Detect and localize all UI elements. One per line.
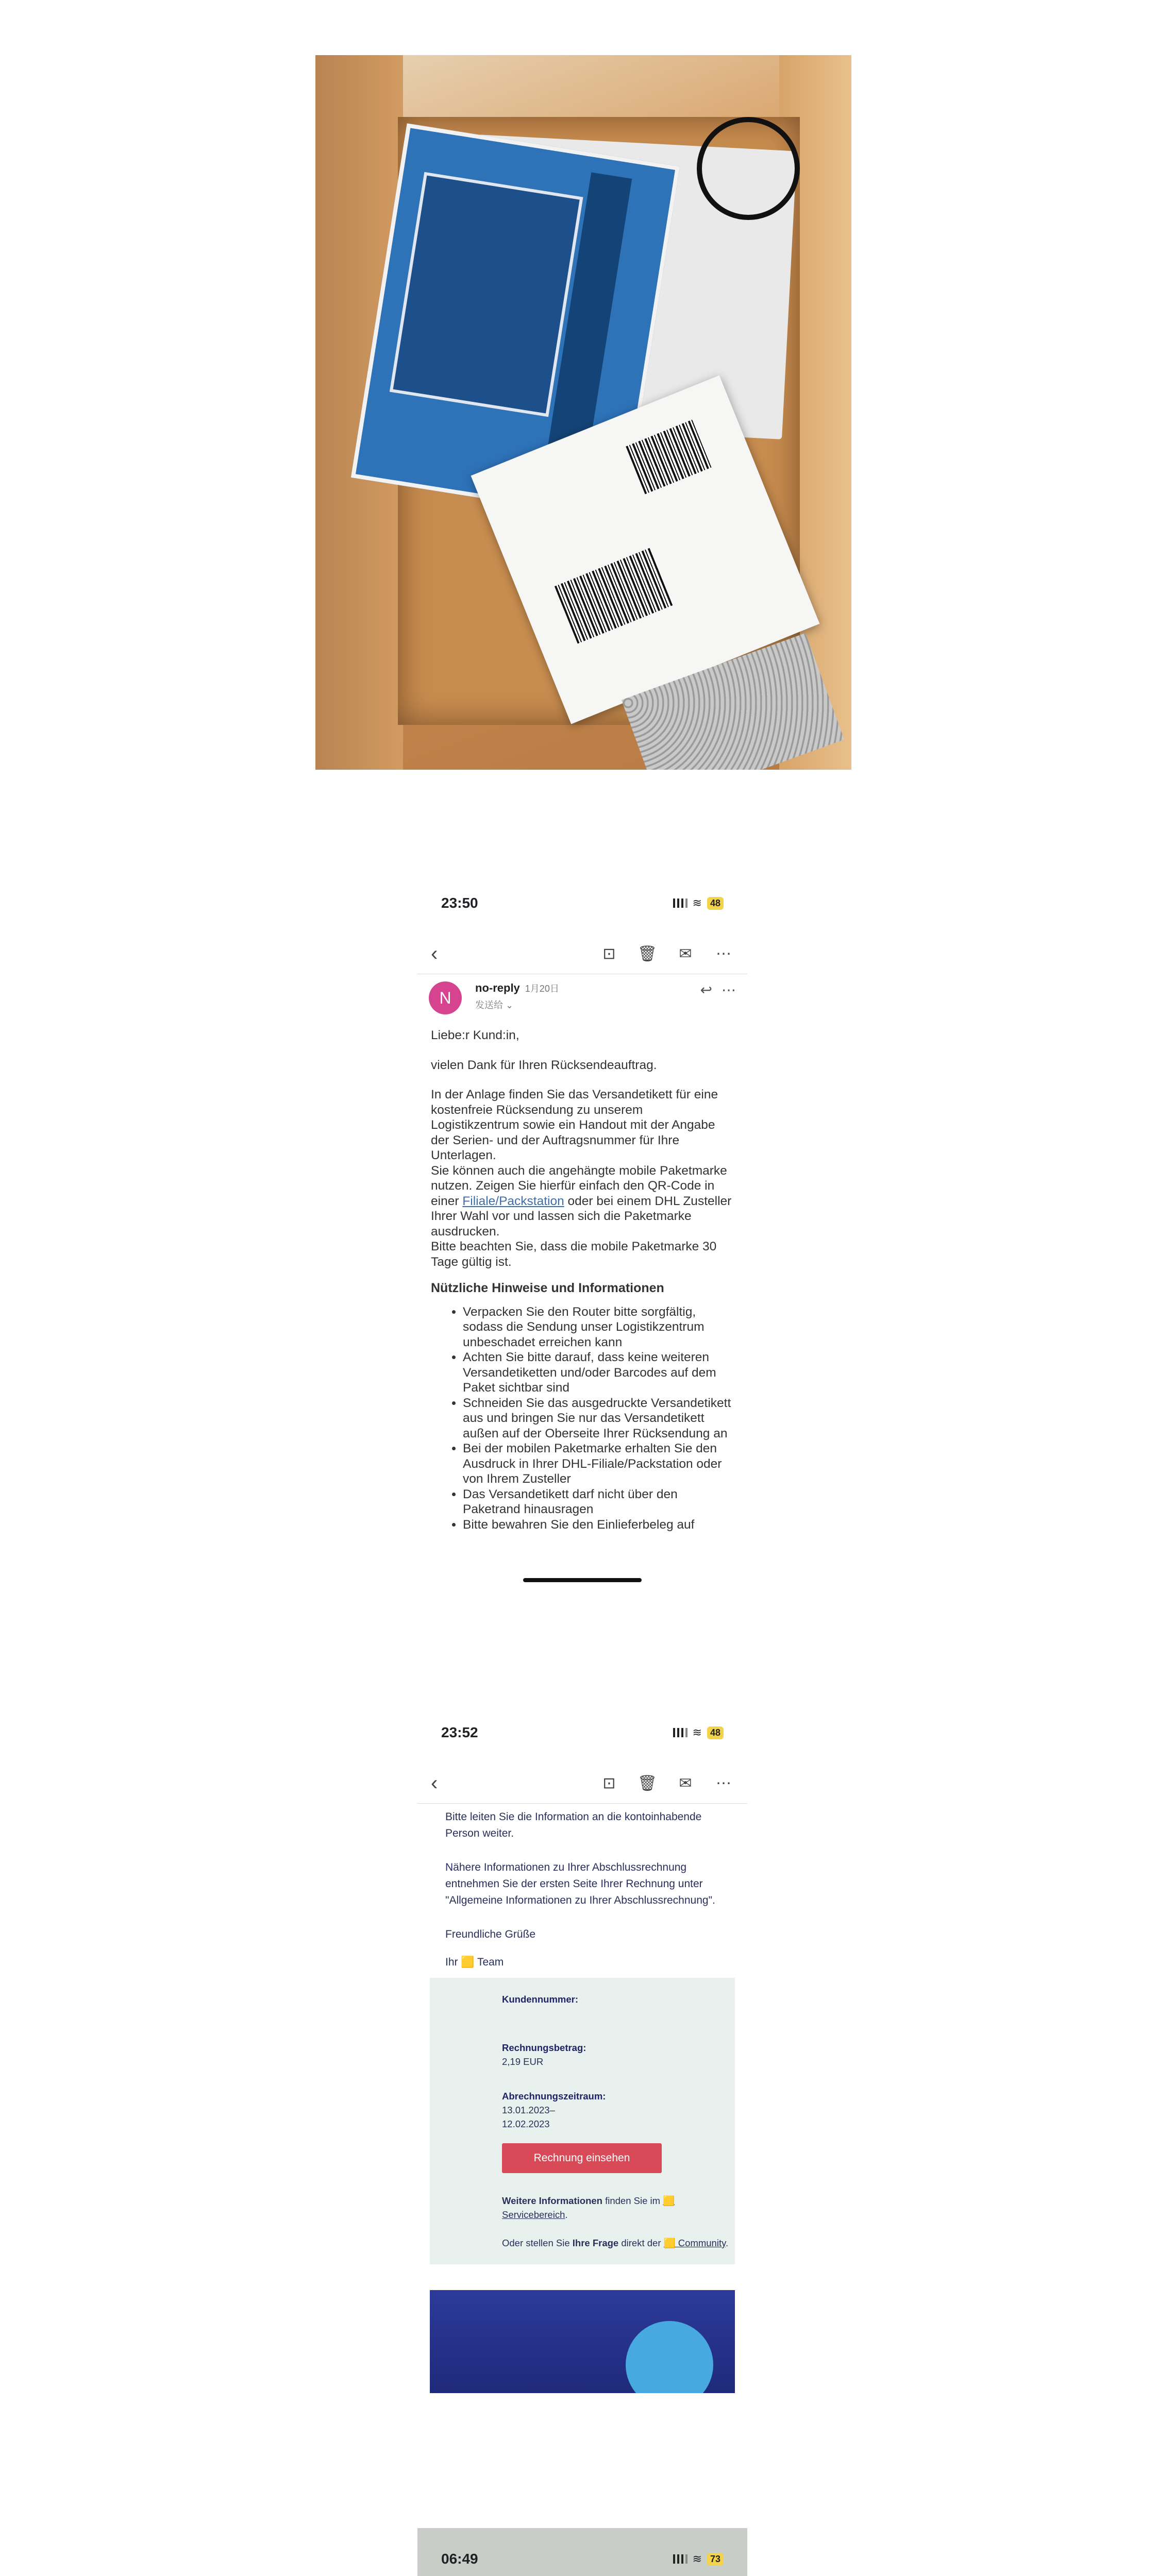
greeting: Liebe:r Kund:in, [431, 1028, 519, 1042]
more-icon[interactable]: ⋯ [716, 1775, 731, 1792]
email-body [417, 1014, 747, 1532]
wifi-icon: ≋ [692, 896, 702, 909]
email-toolbar [417, 934, 747, 974]
promo-banner [430, 2290, 735, 2393]
sender-name: no-reply [475, 981, 520, 994]
archive-icon[interactable]: ⊡ [602, 945, 616, 962]
home-indicator[interactable] [523, 1578, 642, 1582]
status-bar [417, 2528, 747, 2576]
invoice-info-note: Nähere Informationen zu Ihrer Abschlussrechnung entnehmen Sie der ersten Seite Ihrer Rechnung unter "Allgemeine Informationen zu Ihrer Abschlussrechnung". [445, 1861, 715, 1906]
invoice-summary [430, 1978, 735, 2264]
community-info: Oder stellen Sie Ihre Frage direkt der 🟨 Community. [502, 2238, 729, 2248]
service-info: Weitere Informationen finden Sie im 🟨 Servicebereich. [502, 2195, 675, 2220]
closing: Freundliche Grüße [445, 1928, 536, 1940]
thanks-line: vielen Dank für Ihren Rücksendeauftrag. [431, 1058, 657, 1072]
branch-link[interactable]: Filiale/Packstation [462, 1194, 564, 1208]
amount-value: 2,19 EUR [502, 2056, 544, 2067]
signature: Ihr 🟨 Team [445, 1956, 504, 1968]
barcode [555, 548, 673, 643]
list-item: • Bitte bewahren Sie den Einlieferbeleg auf [463, 1517, 734, 1533]
more-icon[interactable]: ⋯ [716, 945, 731, 962]
customer-number-value [502, 2006, 735, 2020]
back-icon[interactable]: ‹ [431, 942, 438, 965]
forward-note: Bitte leiten Sie die Information an die kontoinhabende Person weiter. [445, 1811, 702, 1839]
customer-number-label: Kundennummer: [502, 1994, 578, 2005]
wifi-icon: ≋ [692, 2552, 702, 2565]
hints-list [431, 1304, 734, 1533]
email-toolbar [417, 1764, 747, 1804]
status-time: 23:52 [441, 1724, 478, 1740]
instructions: In der Anlage finden Sie das Versandetikett für eine kostenfreie Rücksendung zu unserem Logistikzentrum sowie ein Handout mit der Angabe der Serien- und der Auftragsnummer für Ihre Unterlagen. Sie können auch die angehängte mobile Paketmarke nutzen. Zeigen Sie hierfür einfach den QR-Code in einer Filiale/Packstation oder bei einem DHL Zusteller Ihrer Wahl vor und lassen sich die Paketmarke ausdrucken. Bitte beachten Sie, dass die mobile Paketmarke 30 Tage gültig ist. [431, 1088, 732, 1269]
email-screen-return [417, 872, 747, 1589]
list-item: • Schneiden Sie das ausgedruckte Versandetikett aus und bringen Sie nur das Versandetikett außen auf der Oberseite Ihrer Rücksendung an [463, 1396, 734, 1442]
signal-icon [673, 1728, 688, 1737]
community-link[interactable]: 🟨 Community [663, 2238, 726, 2248]
avatar: N [429, 981, 462, 1014]
battery-icon: 73 [707, 2553, 724, 2566]
period-from: 13.01.2023– [502, 2105, 555, 2115]
sender-row [417, 974, 747, 1014]
status-time: 06:49 [441, 2551, 478, 2567]
mail-icon[interactable]: ✉ [679, 945, 692, 962]
reply-icon[interactable]: ↩ [700, 982, 712, 998]
recipient-toggle[interactable]: 发送给 ⌄ [475, 1000, 514, 1010]
email-date: 1月20日 [525, 984, 559, 994]
status-time: 23:50 [441, 895, 478, 911]
status-bar [417, 872, 747, 934]
package-photo [315, 55, 851, 770]
system-icons [673, 2552, 724, 2566]
signal-icon [673, 2554, 688, 2564]
email-screen-invoice [417, 1702, 747, 2419]
status-bar [417, 1702, 747, 1764]
transaction-screen [417, 2528, 747, 2576]
email-body [417, 1804, 747, 1971]
section-heading: Nützliche Hinweise und Informationen [431, 1281, 664, 1295]
system-icons [673, 1726, 724, 1739]
list-item: • Verpacken Sie den Router bitte sorgfältig, sodass die Sendung unser Logistikzentrum unbeschadet erreichen kann [463, 1304, 734, 1350]
banner-graphic [626, 2321, 713, 2393]
signal-icon [673, 899, 688, 908]
amount-label: Rechnungsbetrag: [502, 2042, 586, 2053]
list-item: • Das Versandetikett darf nicht über den Paketrand hinausragen [463, 1487, 734, 1517]
archive-icon[interactable]: ⊡ [602, 1775, 616, 1792]
more-icon[interactable]: ⋯ [722, 982, 736, 998]
mail-icon[interactable]: ✉ [679, 1775, 692, 1792]
system-icons [673, 896, 724, 910]
period-to: 12.02.2023 [502, 2119, 550, 2129]
list-item: • Achten Sie bitte darauf, dass keine weiteren Versandetiketten und/oder Barcodes auf dem Paket sichtbar sind [463, 1350, 734, 1396]
wifi-icon: ≋ [692, 1726, 702, 1739]
back-icon[interactable]: ‹ [431, 1772, 438, 1794]
list-item: • Bei der mobilen Paketmarke erhalten Sie den Ausdruck in Ihrer DHL-Filiale/Packstation oder von Ihrem Zusteller [463, 1441, 734, 1487]
trash-icon[interactable]: 🗑 [637, 945, 658, 962]
trash-icon[interactable]: 🗑 [637, 1775, 658, 1792]
period-label: Abrechnungszeitraum: [502, 2091, 606, 2102]
battery-icon: 48 [707, 1726, 724, 1739]
power-cable [697, 117, 800, 220]
battery-icon: 48 [707, 897, 724, 910]
view-invoice-button[interactable]: Rechnung einsehen [502, 2143, 662, 2173]
service-link[interactable]: 🟨 Servicebereich [502, 2195, 675, 2220]
barcode [626, 419, 712, 494]
